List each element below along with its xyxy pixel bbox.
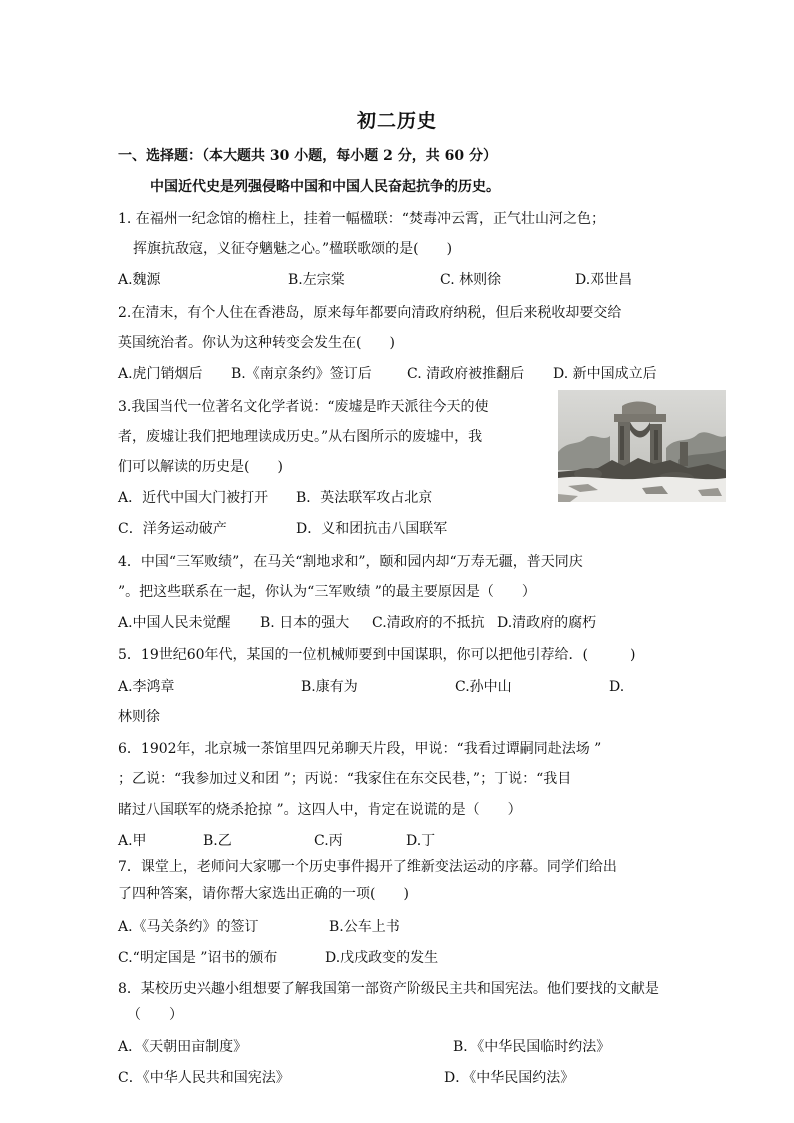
question-1-option-c: C. 林则徐 (440, 272, 502, 288)
question-3-option-b: B．英法联军攻占北京 (296, 490, 433, 506)
question-5-option-a: A.李鸿章 (118, 679, 175, 695)
question-7-line-2: 了四种答案，请你帮大家选出正确的一项( ) (118, 886, 409, 902)
question-8-option-c: C．《中华人民共和国宪法》 (118, 1070, 290, 1086)
question-2-line-2: 英国统治者。你认为这种转变会发生在( ) (118, 335, 395, 351)
question-8-option-b: B．《中华民国临时约法》 (453, 1039, 611, 1055)
question-5-option-b: B.康有为 (301, 679, 358, 695)
page-title: 初二历史 (356, 110, 437, 132)
question-4-line-2: ”。把这些联系在一起，你认为“三军败绩 ”的最主要原因是（ ） (118, 584, 536, 600)
question-1-option-a: A.魏源 (118, 272, 161, 288)
question-1-line-2: 挥旗抗敌寇，义征夺魑魅之心。”楹联歌颂的是( ) (133, 241, 453, 257)
question-5-option-c: C.孙中山 (455, 679, 512, 695)
question-4-option-c: C.清政府的不抵抗 (372, 615, 485, 631)
question-2-option-d: D. 新中国成立后 (553, 366, 657, 382)
question-6-option-c: C.丙 (314, 833, 343, 849)
question-1-option-d: D.邓世昌 (575, 272, 633, 288)
question-6-option-d: D.丁 (406, 833, 436, 849)
question-5-option-d: D. (609, 679, 625, 695)
question-5-line-1: 5．19世纪60年代，某国的一位机械师要到中国谋职，你可以把他引荐给．( ) (118, 647, 636, 663)
question-8-option-d: D．《中华民国约法》 (444, 1070, 575, 1086)
ruins-image (558, 390, 726, 502)
question-2-option-b: B.《南京条约》签订后 (231, 366, 372, 382)
question-2-line-1: 2.在清末，有个人住在香港岛，原来每年都要向清政府纳税，但后来税收却要交给 (118, 305, 622, 321)
question-8-line-1: 8．某校历史兴趣小组想要了解我国第一部资产阶级民主共和国宪法。他们要找的文献是 (118, 981, 659, 997)
question-4-line-1: 4．中国“三军败绩”，在马关“割地求和”，颐和园内却“万寿无疆，普天同庆 (118, 554, 583, 570)
question-3-line-3: 们可以解读的历史是( ) (118, 459, 283, 475)
question-6-line-3: 睹过八国联军的烧杀抢掠 ”。这四人中，肯定在说谎的是（ ） (118, 802, 522, 818)
question-6-line-2: ；乙说：“我参加过义和团 ”；丙说：“我家住在东交民巷，”；丁说：“我目 (118, 771, 572, 787)
question-2-option-c: C. 清政府被推翻后 (407, 366, 525, 382)
ruins-photo (558, 390, 726, 502)
question-1-option-b: B.左宗棠 (288, 272, 345, 288)
question-3-line-1: 3.我国当代一位著名文化学者说：“废墟是昨天派往今天的使 (118, 399, 489, 415)
question-2-option-a: A.虎门销烟后 (118, 366, 203, 382)
question-3-option-a: A．近代中国大门被打开 (118, 490, 269, 506)
question-1-line-1: 1. 在福州一纪念馆的檐柱上，挂着一幅楹联：“焚毒冲云霄，正气壮山河之色； (118, 211, 605, 227)
question-6-line-1: 6．1902年，北京城一茶馆里四兄弟聊天片段，甲说：“我看过谭嗣同赴法场 ” (118, 741, 602, 757)
question-5-option-d-text: 林则徐 (118, 709, 160, 725)
question-4-option-a: A.中国人民未觉醒 (118, 615, 231, 631)
question-7-option-d: D.戊戌政变的发生 (325, 950, 439, 966)
section-intro: 中国近代史是列强侵略中国和中国人民奋起抗争的历史。 (150, 179, 500, 195)
question-7-option-a: A.《马关条约》的签订 (118, 919, 259, 935)
question-6-option-a: A.甲 (118, 833, 147, 849)
question-7-option-b: B.公车上书 (329, 919, 400, 935)
question-8-line-2: （ ） (127, 1007, 183, 1023)
section-heading: 一、选择题：（本大题共 30 小题，每小题 2 分，共 60 分） (118, 148, 497, 164)
question-3-line-2: 者，废墟让我们把地理读成历史。”从右图所示的废墟中，我 (118, 429, 483, 445)
question-7-line-1: 7．课堂上，老师问大家哪一个历史事件揭开了维新变法运动的序幕。同学们给出 (118, 859, 617, 875)
question-3-option-c: C．洋务运动破产 (118, 521, 227, 537)
question-6-option-b: B.乙 (203, 833, 232, 849)
question-4-option-b: B. 日本的强大 (260, 615, 350, 631)
question-7-option-c: C.“明定国是 ”诏书的颁布 (118, 950, 278, 966)
question-3-option-d: D．义和团抗击八国联军 (296, 521, 448, 537)
question-4-option-d: D.清政府的腐朽 (497, 615, 597, 631)
question-8-option-a: A．《天朝田亩制度》 (118, 1039, 248, 1055)
